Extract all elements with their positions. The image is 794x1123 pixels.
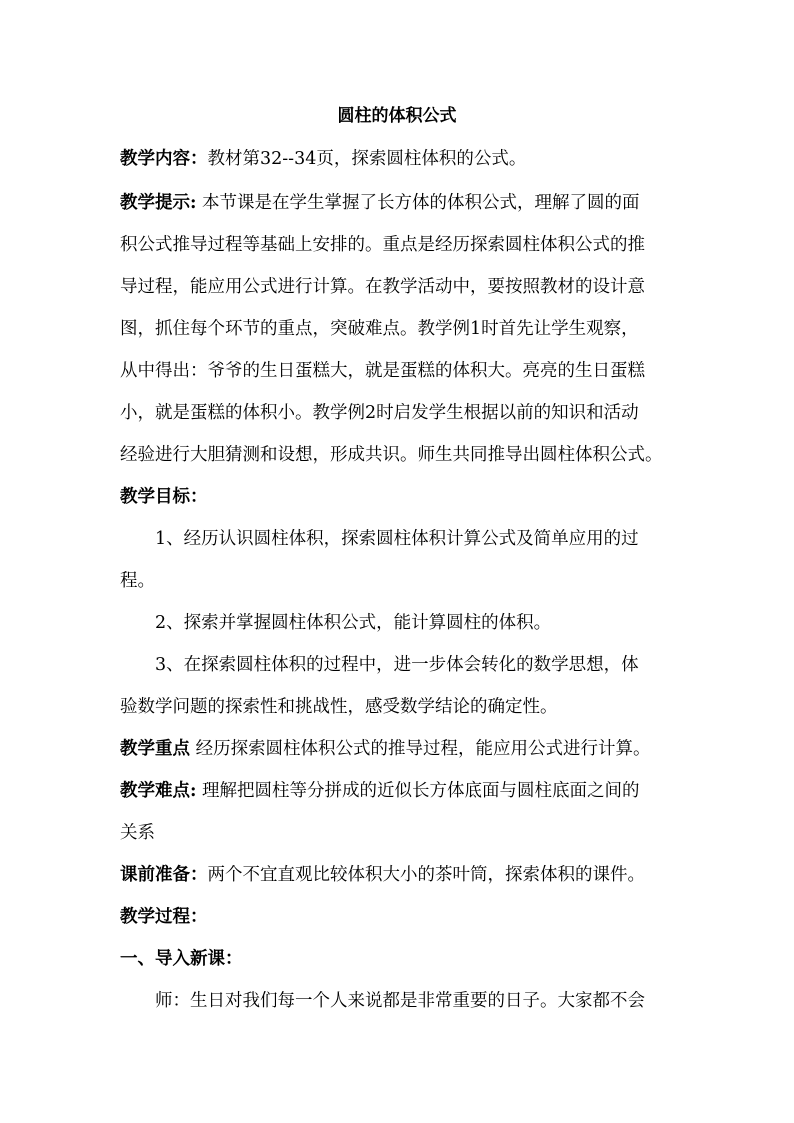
hints-label: 教学提示:	[120, 193, 197, 213]
hints-line-1	[120, 191, 640, 215]
goal-item-3: 3、在探索圆柱体积的过程中，进一步体会转化的数学思想，体	[155, 655, 639, 675]
content-label: 教学内容：	[120, 149, 208, 169]
goal-item-3-cont: 验数学问题的探索性和挑战性，感受数学结论的确定性。	[120, 697, 558, 717]
section-1-heading: 一、导入新课：	[120, 949, 243, 969]
key-point-text: 经历探索圆柱体积公式的推导过程，能应用公式进行计算。	[190, 739, 651, 759]
difficulty-line-1	[120, 779, 640, 803]
preparation-text: 两个不宜直观比较体积大小的茶叶筒，探索体积的课件。	[207, 865, 645, 885]
process-heading: 教学过程：	[120, 907, 208, 927]
hints-line-2: 积公式推导过程等基础上安排的。重点是经历探索圆柱体积公式的推	[120, 235, 645, 255]
hints-line-5: 从中得出：爷爷的生日蛋糕大，就是蛋糕的体积大。亮亮的生日蛋糕	[120, 361, 645, 381]
page-title: 圆柱的体积公式	[337, 106, 457, 126]
hints-line-4: 图，抓住每个环节的重点，突破难点。教学例1时首先让学生观察，	[120, 319, 639, 339]
key-point-line	[120, 737, 651, 761]
goal-item-1-cont: 程。	[120, 571, 155, 591]
difficulty-text: 理解把圆柱等分拼成的近似长方体底面与圆柱底面之间的	[196, 781, 640, 801]
content-text: 教材第32--34页，探索圆柱体积的公式。	[207, 149, 527, 169]
hints-line-6: 小，就是蛋糕的体积小。教学例2时启发学生根据以前的知识和活动	[120, 403, 639, 423]
preparation-label: 课前准备：	[120, 865, 208, 885]
difficulty-line-2: 关系	[120, 823, 155, 843]
goal-item-1: 1、经历认识圆柱体积，探索圆柱体积计算公式及简单应用的过	[155, 529, 639, 549]
key-point-label: 教学重点	[120, 739, 190, 759]
content-line	[120, 147, 526, 171]
preparation-line	[120, 863, 645, 887]
goal-item-2: 2、探索并掌握圆柱体积公式，能计算圆柱的体积。	[155, 613, 552, 633]
hints-line-3: 导过程，能应用公式进行计算。在教学活动中，要按照教材的设计意	[120, 277, 645, 297]
hints-text: 本节课是在学生掌握了长方体的体积公式，理解了圆的面	[196, 193, 640, 213]
difficulty-label: 教学难点:	[120, 781, 197, 801]
hints-line-7: 经验进行大胆猜测和设想，形成共识。师生共同推导出圆柱体积公式。	[120, 445, 663, 465]
process-text-line: 师：生日对我们每一个人来说都是非常重要的日子。大家都不会	[155, 991, 645, 1011]
goals-heading: 教学目标：	[120, 487, 208, 507]
